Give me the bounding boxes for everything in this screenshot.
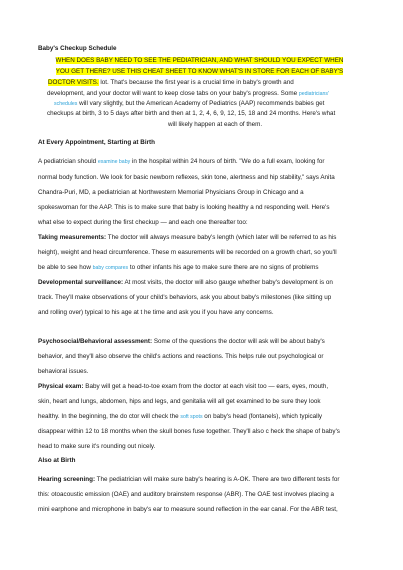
physical-exam-label: Physical exam: <box>38 383 84 390</box>
para-line: track. They'll make observations of your child's behaviors, ask you about baby's milestones (like sitting up <box>38 294 332 301</box>
para-line: behavioral issues. <box>38 368 89 375</box>
psychosocial-label: Psychosocial/Behavioral assessment: <box>38 338 153 345</box>
para-line: mini earphone and microphone in baby's ear to measure sound reflection in the ear canal. For the ABR test, <box>38 506 338 513</box>
psychosocial-line-1: Psychosocial/Behavioral assessment: Some of the questions the doctor will ask will be about baby's <box>38 338 325 345</box>
intro-line-2 <box>38 68 361 76</box>
para-line: behavior, and they'll also observe the child's actions and reactions. This helps rule out psychological or <box>38 353 324 360</box>
soft-spots-link[interactable]: soft spots <box>180 414 203 420</box>
examine-baby-link[interactable]: examine baby <box>97 159 131 165</box>
measurements-label: Taking measurements: <box>38 234 107 241</box>
document-title: Baby's Checkup Schedule <box>38 45 117 52</box>
para-line: spokeswoman for the AAP. This is to make sure that baby is looking healthy a nd responding well. Here's <box>38 204 330 211</box>
intro-highlight-1: WHEN DOES BABY NEED TO SEE THE PEDIATRICIAN, AND WHAT SHOULD YOU EXPECT WHEN <box>55 57 344 64</box>
measurements-line-1: Taking measurements: The doctor will always measure baby's length (which later will be referred to as his <box>38 234 337 241</box>
intro-highlight-2: YOU GET THERE? USE THIS CHEAT SHEET TO KNOW WHAT'S IN STORE FOR EACH OF BABY'S <box>55 68 344 75</box>
para-line: normal body function. We look for basic newborn reflexes, skin tone, alertness and hip stability," says Anita <box>38 174 335 181</box>
schedules-link[interactable]: schedules <box>54 101 78 107</box>
intro-line-1 <box>38 57 361 65</box>
intro-line-3-text: lot. That's because the first year is a crucial time in baby's growth and <box>98 79 294 86</box>
physical-exam-line-1: Physical exam: Baby will get a head-to-toe exam from the doctor at each visit too — ears, eyes, mouth, <box>38 383 329 390</box>
intro-line-4 <box>47 90 329 98</box>
measurements-line-3: be able to see how baby compares to other infants his age to make sure there are no signs of problems <box>38 264 319 271</box>
hearing-label: Hearing screening: <box>38 476 96 483</box>
intro-line-4-text: development, and your doctor will want to keep close tabs on your baby's progress. Some <box>47 90 299 97</box>
hearing-line-1: Hearing screening: The pediatrician will make sure baby's hearing is A-OK. There are two different tests for <box>38 476 340 483</box>
para-line: Chandra-Puri, MD, a pediatrician at Northwestern Memorial Physicians Group in Chicago and a <box>38 189 304 196</box>
para-line: height), weight and head circumference. These m easurements will be recorded on a growth chart, so you'll <box>38 249 337 256</box>
para-line: skin, heart and lungs, abdomen, hips and legs, and genitalia will all get examined to be sure they look <box>38 398 321 405</box>
para-line: what else to expect during the first checkup — and each one thereafter too: <box>38 219 248 226</box>
section-heading-also-at-birth: Also at Birth <box>38 457 76 464</box>
section-heading-every-appointment: At Every Appointment, Starting at Birth <box>38 139 155 146</box>
pediatricians-link[interactable]: pediatricians' <box>298 91 329 97</box>
intro-line-5-text: will vary slightly, but the American Academy of Pediatrics (AAP) recommends babies get <box>77 100 325 107</box>
intro-line-6: checkups at birth, 3 to 5 days after birth and then at 1, 2, 4, 6, 9, 12, 15, 18 and 24 months. Here's what <box>47 110 336 117</box>
developmental-label: Developmental surveillance: <box>38 279 124 286</box>
para-line: and rolling over) typical to his age at t he time and ask you if you have any concerns. <box>38 309 274 316</box>
baby-compares-link[interactable]: baby compares <box>92 265 129 271</box>
para-line: disappear within 12 to 18 months when the skull bones fuse together. They'll also c heck the shape of baby's <box>38 428 340 435</box>
intro-line-5 <box>54 100 324 108</box>
para-line: A pediatrician should examine baby in the hospital within 24 hours of birth. "We do a full exam, looking for <box>38 158 325 165</box>
intro-line-7: will likely happen at each of them. <box>168 121 263 128</box>
intro-line-3 <box>48 79 294 87</box>
para-line: head to make sure it's rounding out nicely. <box>38 443 156 450</box>
intro-highlight-3: DOCTOR VISITS. <box>48 79 99 86</box>
para-line: this: otoacoustic emission (OAE) and auditory brainstem response (ABR). The OAE test involves placing a <box>38 491 334 498</box>
developmental-line-1: Developmental surveillance: At most visits, the doctor will also gauge whether baby's development is on <box>38 279 333 286</box>
physical-exam-line-3: healthy. In the beginning, the do ctor will check the soft spots on baby's head (fontanels), which typically <box>38 413 323 420</box>
